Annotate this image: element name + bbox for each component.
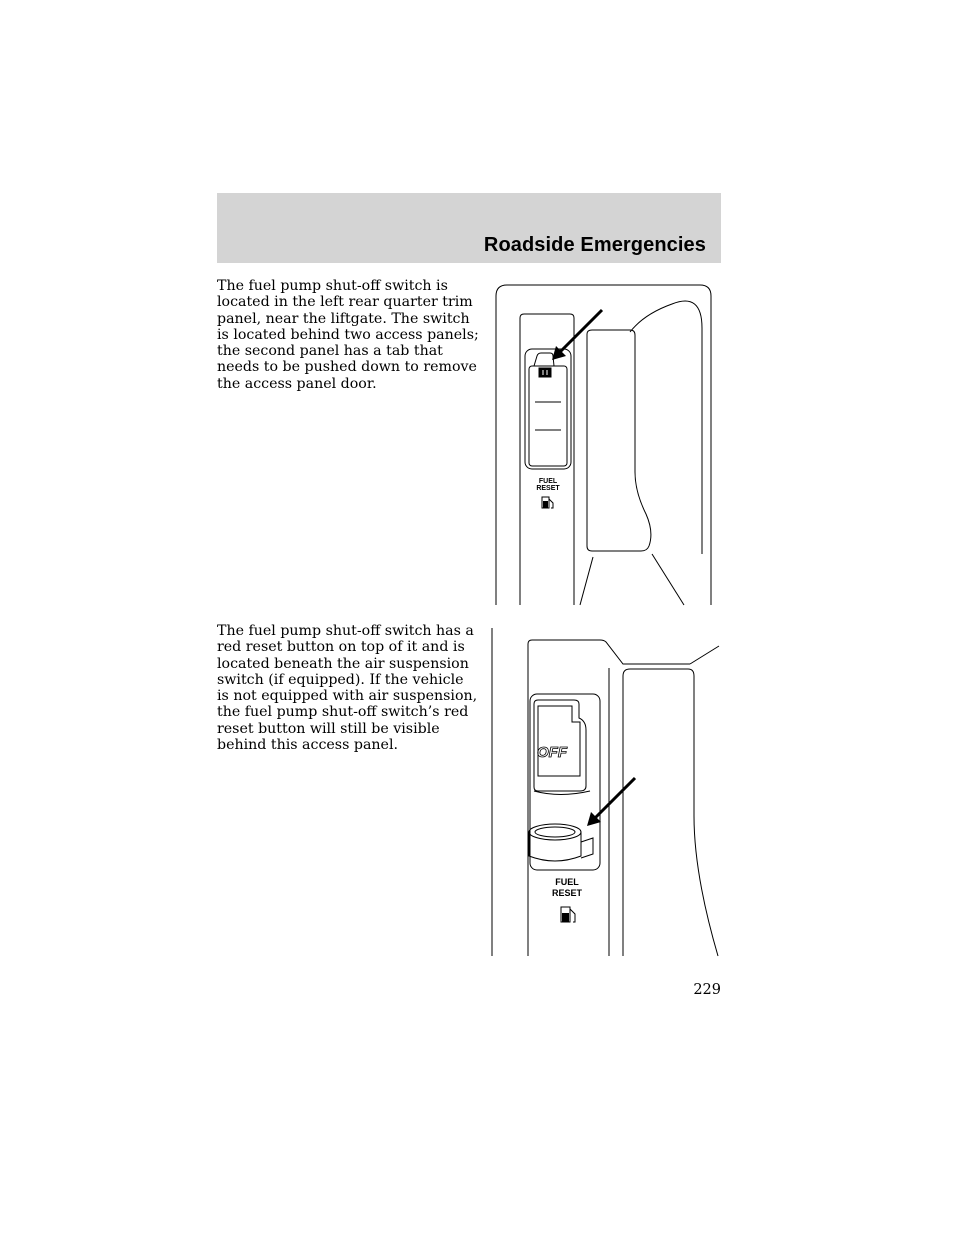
fuel-pump-icon — [542, 497, 553, 508]
paragraph-reset-button: The fuel pump shut-off switch has a red reset button on top of it and is located beneath the air suspension switch (if equipped). If the vehicle is not equipped with air suspension, the fuel pump shut-off switch’s red reset button will still be visible behind this access panel. — [217, 623, 478, 754]
page-number: 229 — [693, 982, 721, 998]
reset-label-1: RESET — [536, 485, 560, 492]
fuel-label-1: FUEL — [538, 478, 558, 485]
trim-panel-illustration — [494, 282, 714, 607]
reset-label-2: RESET — [551, 888, 583, 898]
section-title: Roadside Emergencies — [483, 234, 706, 256]
off-switch-label: OFF — [537, 744, 567, 761]
paragraph-switch-location: The fuel pump shut-off switch is located in the left rear quarter trim panel, near the liftgate. The switch is located behind two access panels; the second panel has a tab that needs to be pushed down to remove the access panel door. — [217, 278, 479, 392]
section-header — [217, 193, 721, 263]
fuel-label-2: FUEL — [555, 877, 579, 887]
fuel-pump-icon-2 — [561, 907, 575, 922]
reset-button-illustration — [490, 626, 722, 958]
